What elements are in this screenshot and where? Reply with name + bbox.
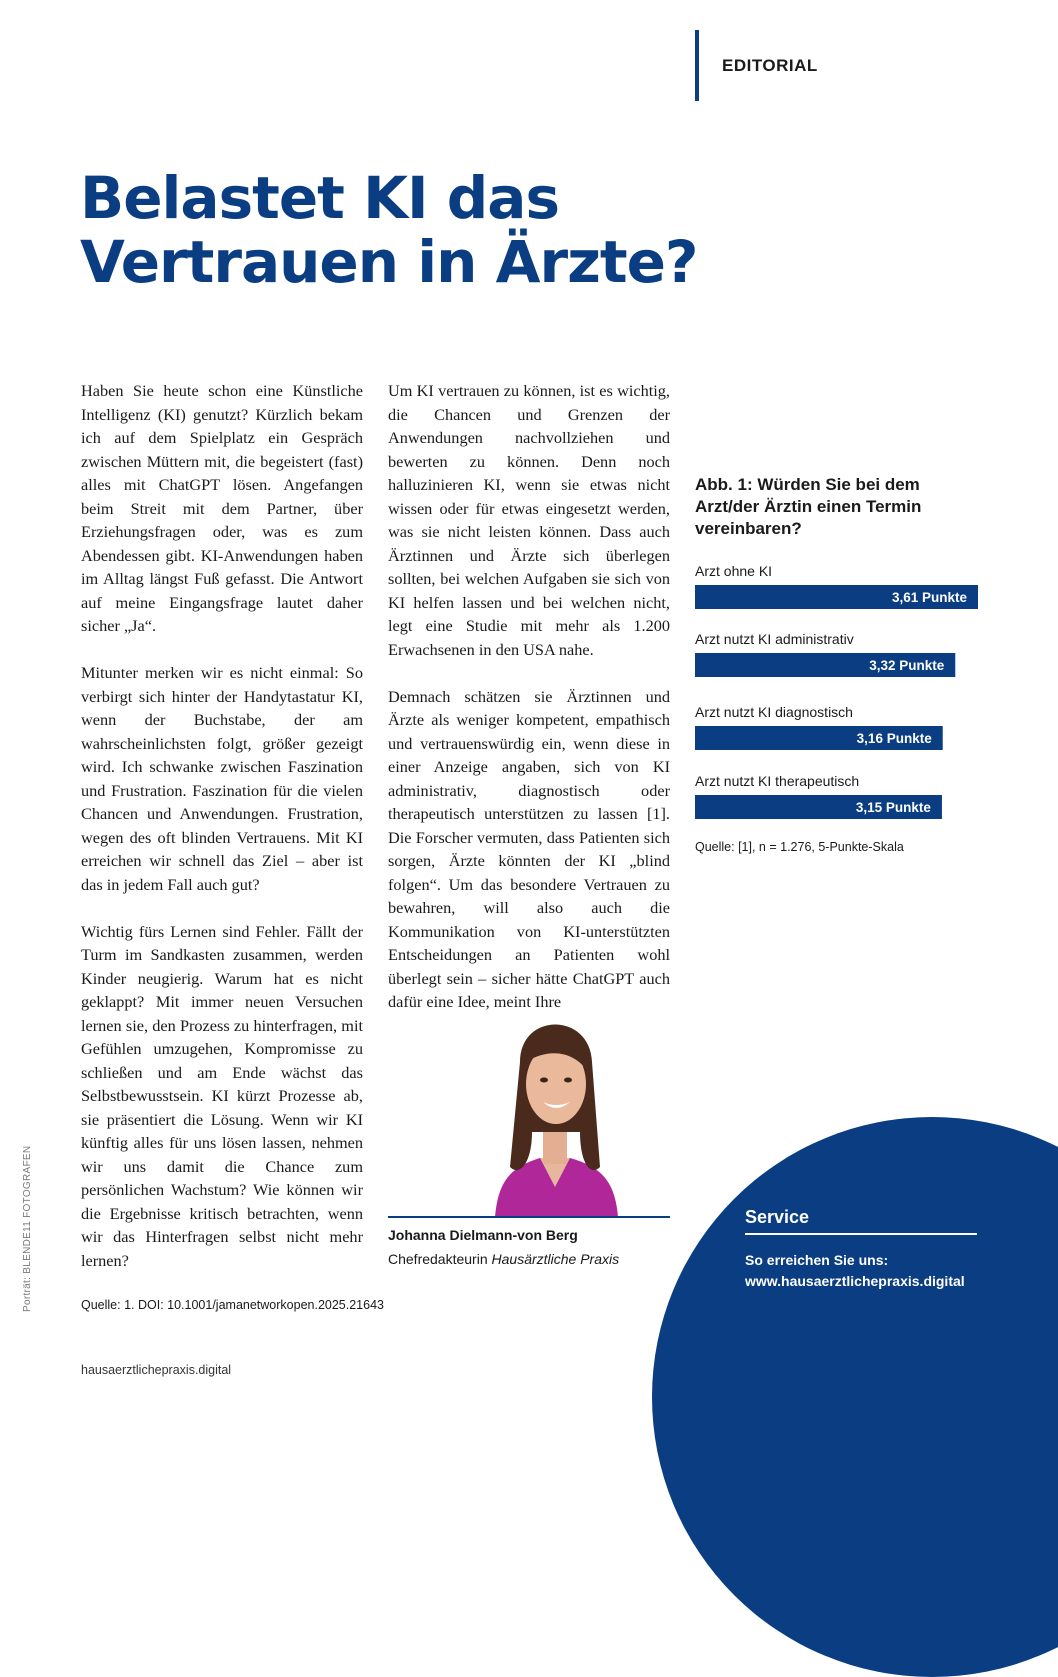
author-role-prefix: Chefredakteurin <box>388 1251 492 1267</box>
paragraph: Um KI vertrauen zu können, ist es wichtig, die Chancen und Grenzen der Anwendungen nachvollziehen und bewerten zu können. Denn noch halluzinieren KI, wenn sie etwas nicht wissen oder für etwas eingesetzt werden, was sie nicht leisten können. Dass auch Ärztinnen und Ärzte sich überlegen sollten, bei welchen Aufgaben sie sich von KI helfen lassen und bei welchen nicht, legt eine Studie mit mehr als 1.200 Erwachsenen in den USA nahe. <box>388 381 670 659</box>
chart-source: Quelle: [1], n = 1.276, 5-Punkte-Skala <box>695 840 904 854</box>
chart-category-label: Arzt nutzt KI administrativ <box>695 631 854 647</box>
section-accent-bar <box>695 30 699 101</box>
title-line-2: Vertrauen in Ärzte? <box>80 228 698 296</box>
article-column-2 <box>388 379 670 1037</box>
photo-credit: Porträt: BLENDE11 FOTOGRAFEN <box>22 1145 33 1312</box>
chart-value-label: 3,61 Punkte <box>891 590 967 605</box>
paragraph: Wichtig fürs Lernen sind Fehler. Fällt der Turm im Sandkasten zusammen, werden Kinder neugierig. Warum hat es nicht geklappt? Mit immer neuen Versuchen lernen sie, den Prozess zu hinterfragen, mit Gefühlen umzugehen, Kompromisse zu schließen und am Ende wächst das Selbstbewusstsein. KI kürzt Prozesse ab, sie präsentiert die Lösung. Wenn wir KI künftig alles für uns lösen lassen, nehmen wir uns damit die Chance zum persönlichen Wachstum? Wie können wir die Ergebnisse kritisch betrachten, wenn wir das Hinterfragen selbst nicht mehr lernen? <box>81 921 363 1270</box>
service-divider <box>745 1233 977 1235</box>
service-title: Service <box>745 1207 810 1227</box>
chart-title: Abb. 1: Würden Sie bei dem Arzt/der Ärztin einen Termin vereinbaren? <box>695 475 922 538</box>
title-line-1: Belastet KI das <box>80 164 559 232</box>
portrait-illustration <box>440 992 670 1217</box>
chart-category-label: Arzt nutzt KI diagnostisch <box>695 704 853 720</box>
chart-value-label: 3,16 Punkte <box>856 731 932 746</box>
footer-url: hausaerztlichepraxis.digital <box>81 1363 232 1377</box>
chart-category-label: Arzt nutzt KI therapeutisch <box>695 773 860 789</box>
section-label: EDITORIAL <box>722 56 818 75</box>
service-contact-label: So erreichen Sie uns: <box>745 1252 889 1268</box>
author-portrait <box>440 992 670 1217</box>
bar-chart <box>694 555 994 835</box>
source-reference: Quelle: 1. DOI: 10.1001/jamanetworkopen.2025.21643 <box>81 1298 384 1312</box>
chart-category-label: Arzt ohne KI <box>695 563 773 579</box>
service-contact <box>745 1250 965 1292</box>
chart-value-label: 3,15 Punkte <box>855 800 931 815</box>
service-website-link[interactable]: www.hausaerztlichepraxis.digital <box>745 1273 965 1289</box>
page-title <box>80 166 700 294</box>
portrait-divider <box>388 1216 670 1218</box>
chart-value-label: 3,32 Punkte <box>869 658 945 673</box>
paragraph: Mitunter merken wir es nicht einmal: So verbirgt sich hinter der Handytastatur KI, wenn der Buchstabe, der am wahrscheinlichsten folgt, größer gezeigt wird. Ich schwanke zwischen Faszination und Frustration. Faszination für die vielen Chancen und Anwendungen. Frustration, wegen des oft blinden Vertrauens. Mit KI erreichen wir schnell das Ziel – aber ist das in jedem Fall auch gut? <box>81 663 363 894</box>
service-circle <box>652 1117 1058 1677</box>
paragraph: Demnach schätzen sie Ärztinnen und Ärzte als weniger kompetent, empathisch und vertrauenswürdig ein, wenn diese in einer Anzeige angaben, sich von KI administrativ, diagnostisch oder therapeutisch unterstützen zu lassen [1]. Die Forscher vermuten, dass Patienten sich sorgen, Ärzte könnten der KI „blind folgen“. Um das besondere Vertrauen zu bewahren, will also auch die Kommunikation von KI-unterstützten Entscheidungen an Patienten wohl überlegt sein – sicher hätte ChatGPT auch dafür eine Idee, meint Ihre <box>388 686 670 1011</box>
paragraph: Haben Sie heute schon eine Künstliche Intelligenz (KI) genutzt? Kürzlich bekam ich auf dem Spielplatz ein Gespräch zwischen Müttern mit, die begeistert (fast) alles mit ChatGPT lösen. Angefangen beim Streit mit dem Partner, über Erziehungsfragen oder, was es zum Abendessen gibt. KI-Anwendungen haben im Alltag längst Fuß gefasst. Die Antwort auf meine Eingangsfrage lautet daher sicher „Ja“. <box>81 381 363 635</box>
author-name: Johanna Dielmann-von Berg <box>388 1227 578 1243</box>
author-publication: Hausärztliche Praxis <box>491 1251 620 1267</box>
article-column-1 <box>81 379 363 1296</box>
author-role <box>388 1251 619 1267</box>
